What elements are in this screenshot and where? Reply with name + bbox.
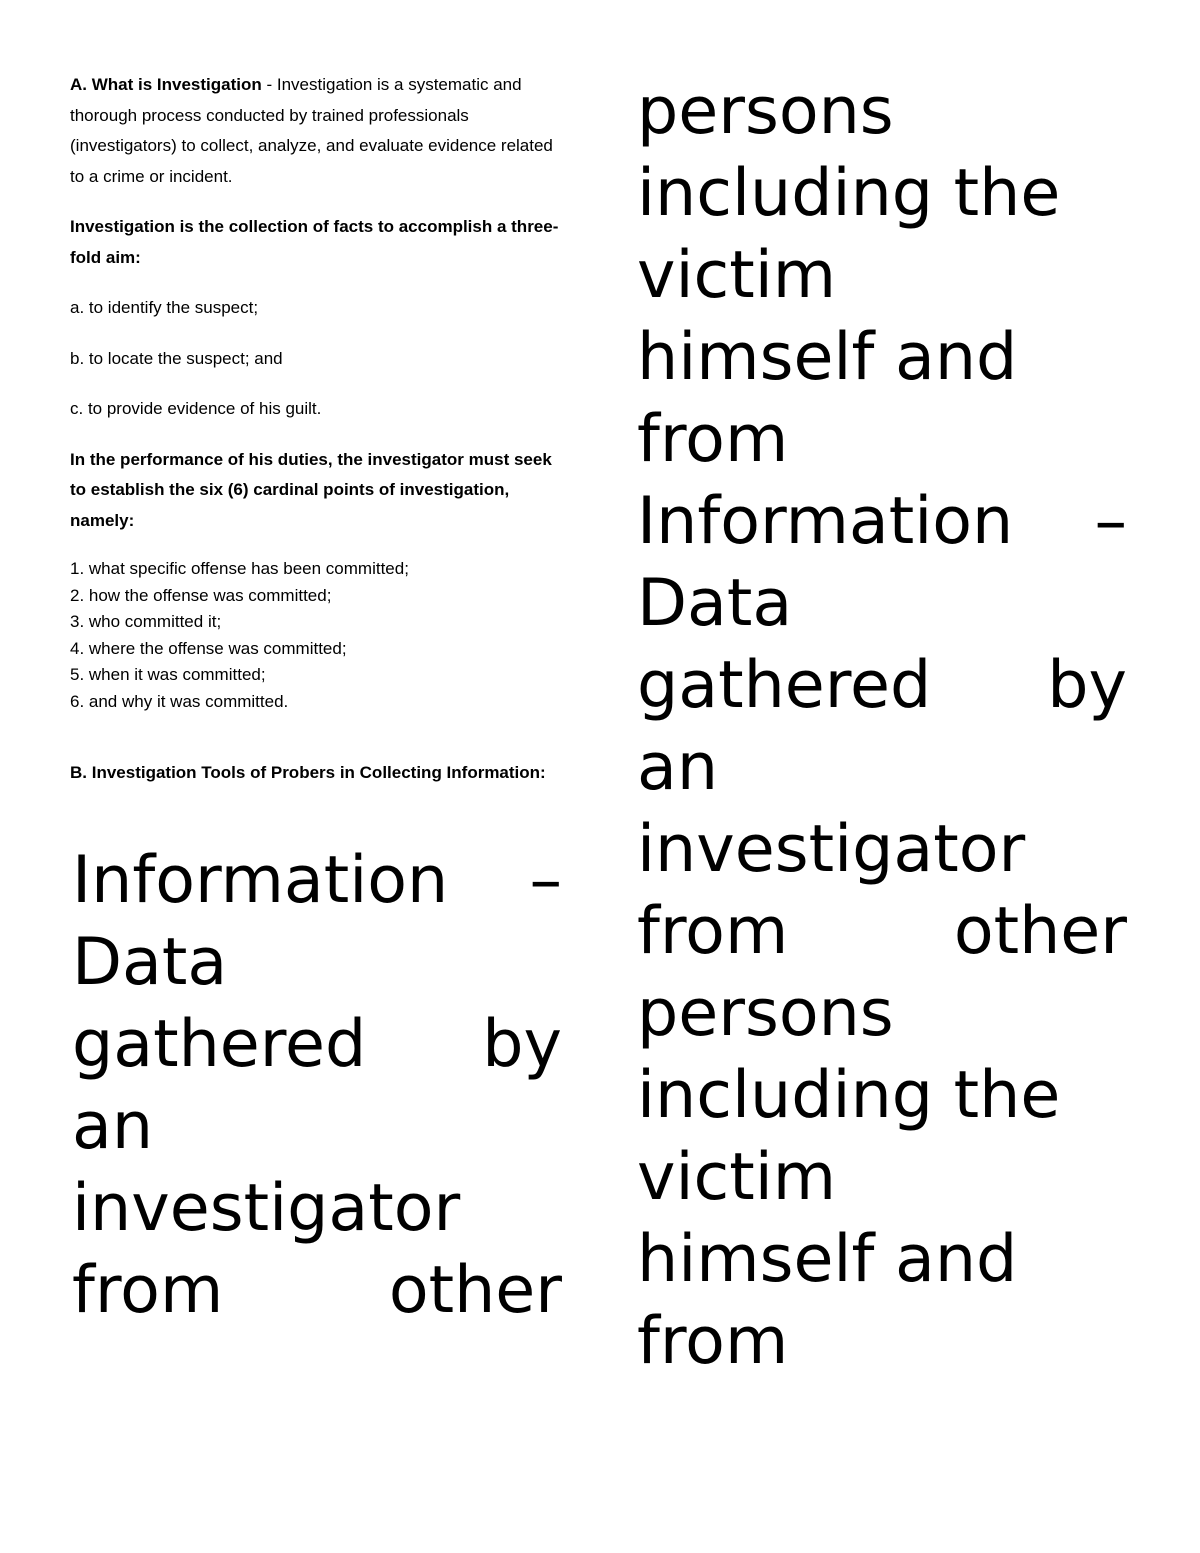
big-text-line (637, 399, 1127, 481)
big-text-word: – (1094, 484, 1127, 559)
big-text-word: Data (637, 566, 793, 641)
big-text-word: himself and (637, 320, 1018, 395)
big-text-word: gathered (637, 648, 932, 723)
big-text-word: Information (637, 484, 1014, 559)
aim-heading: Investigation is the collection of facts to accomplish a three-fold aim: (70, 217, 559, 267)
cardinal-point: 4. where the offense was committed; (70, 638, 347, 658)
big-text-word: victim (637, 238, 837, 313)
big-text-line (637, 71, 1127, 153)
big-text-line (637, 317, 1127, 399)
big-text-word: Data (72, 925, 228, 1000)
big-text-word: from (637, 1304, 789, 1379)
big-text-word: investigator (72, 1171, 461, 1246)
big-text-line (637, 481, 1127, 563)
big-text-line (637, 1055, 1127, 1137)
big-text-line (72, 922, 562, 1004)
cardinal-points-list (70, 556, 565, 715)
big-text-word: – (529, 843, 562, 918)
big-text-word: from (637, 894, 789, 969)
big-text-line (637, 809, 1127, 891)
big-text-line (637, 1137, 1127, 1219)
big-text-line (637, 727, 1127, 809)
big-text-word: an (72, 1089, 154, 1164)
big-text-word: investigator (637, 812, 1026, 887)
cardinal-point: 2. how the offense was committed; (70, 585, 332, 605)
intro-paragraph (70, 70, 565, 192)
aim-item: c. to provide evidence of his guilt. (70, 399, 322, 418)
section-b-title: B. Investigation Tools of Probers in Collecting Information: (70, 763, 546, 782)
big-text-word: from (637, 402, 789, 477)
cardinal-point: 5. when it was committed; (70, 665, 266, 684)
big-text-word: including the (637, 1058, 1061, 1133)
big-text-left (72, 840, 562, 1332)
section-a-title: A. What is Investigation (70, 75, 262, 94)
big-text-word: persons (637, 74, 894, 149)
big-text-word: other (953, 894, 1127, 969)
big-text-line (637, 1301, 1127, 1383)
big-text-line (72, 1086, 562, 1168)
big-text-line (637, 891, 1127, 973)
big-text-line (637, 563, 1127, 645)
big-text-word: an (637, 730, 719, 805)
big-text-right (637, 71, 1127, 1383)
big-text-line (637, 973, 1127, 1055)
big-text-word: Information (72, 843, 449, 918)
section-a (70, 70, 565, 715)
cardinal-point: 3. who committed it; (70, 612, 222, 631)
big-text-line (637, 153, 1127, 235)
intro-text: - Investigation is a systematic and thorough process conducted by trained professionals (investigators) to collect, analyze, and evaluate evidence related to a crime or incident. (70, 75, 553, 186)
aim-item: a. to identify the suspect; (70, 298, 259, 317)
big-text-line (72, 840, 562, 922)
cardinal-point: 6. and why it was committed. (70, 691, 289, 711)
big-text-line (637, 1219, 1127, 1301)
big-text-word: himself and (637, 1222, 1018, 1297)
big-text-line (72, 1168, 562, 1250)
cardinal-point: 1. what specific offense has been committed; (70, 559, 409, 578)
big-text-word: including the (637, 156, 1061, 231)
big-text-word: from (72, 1253, 224, 1328)
big-text-word: other (388, 1253, 562, 1328)
big-text-word: victim (637, 1140, 837, 1215)
cardinal-heading: In the performance of his duties, the investigator must seek to establish the six (6) cardinal points of investigation, namely: (70, 449, 552, 530)
big-text-word: gathered (72, 1007, 367, 1082)
big-text-line (72, 1004, 562, 1086)
big-text-line (637, 645, 1127, 727)
big-text-line (72, 1250, 562, 1332)
aim-item: b. to locate the suspect; and (70, 348, 283, 368)
big-text-line (637, 235, 1127, 317)
big-text-word: persons (637, 976, 894, 1051)
big-text-word: by (1047, 648, 1127, 723)
big-text-word: by (482, 1007, 562, 1082)
